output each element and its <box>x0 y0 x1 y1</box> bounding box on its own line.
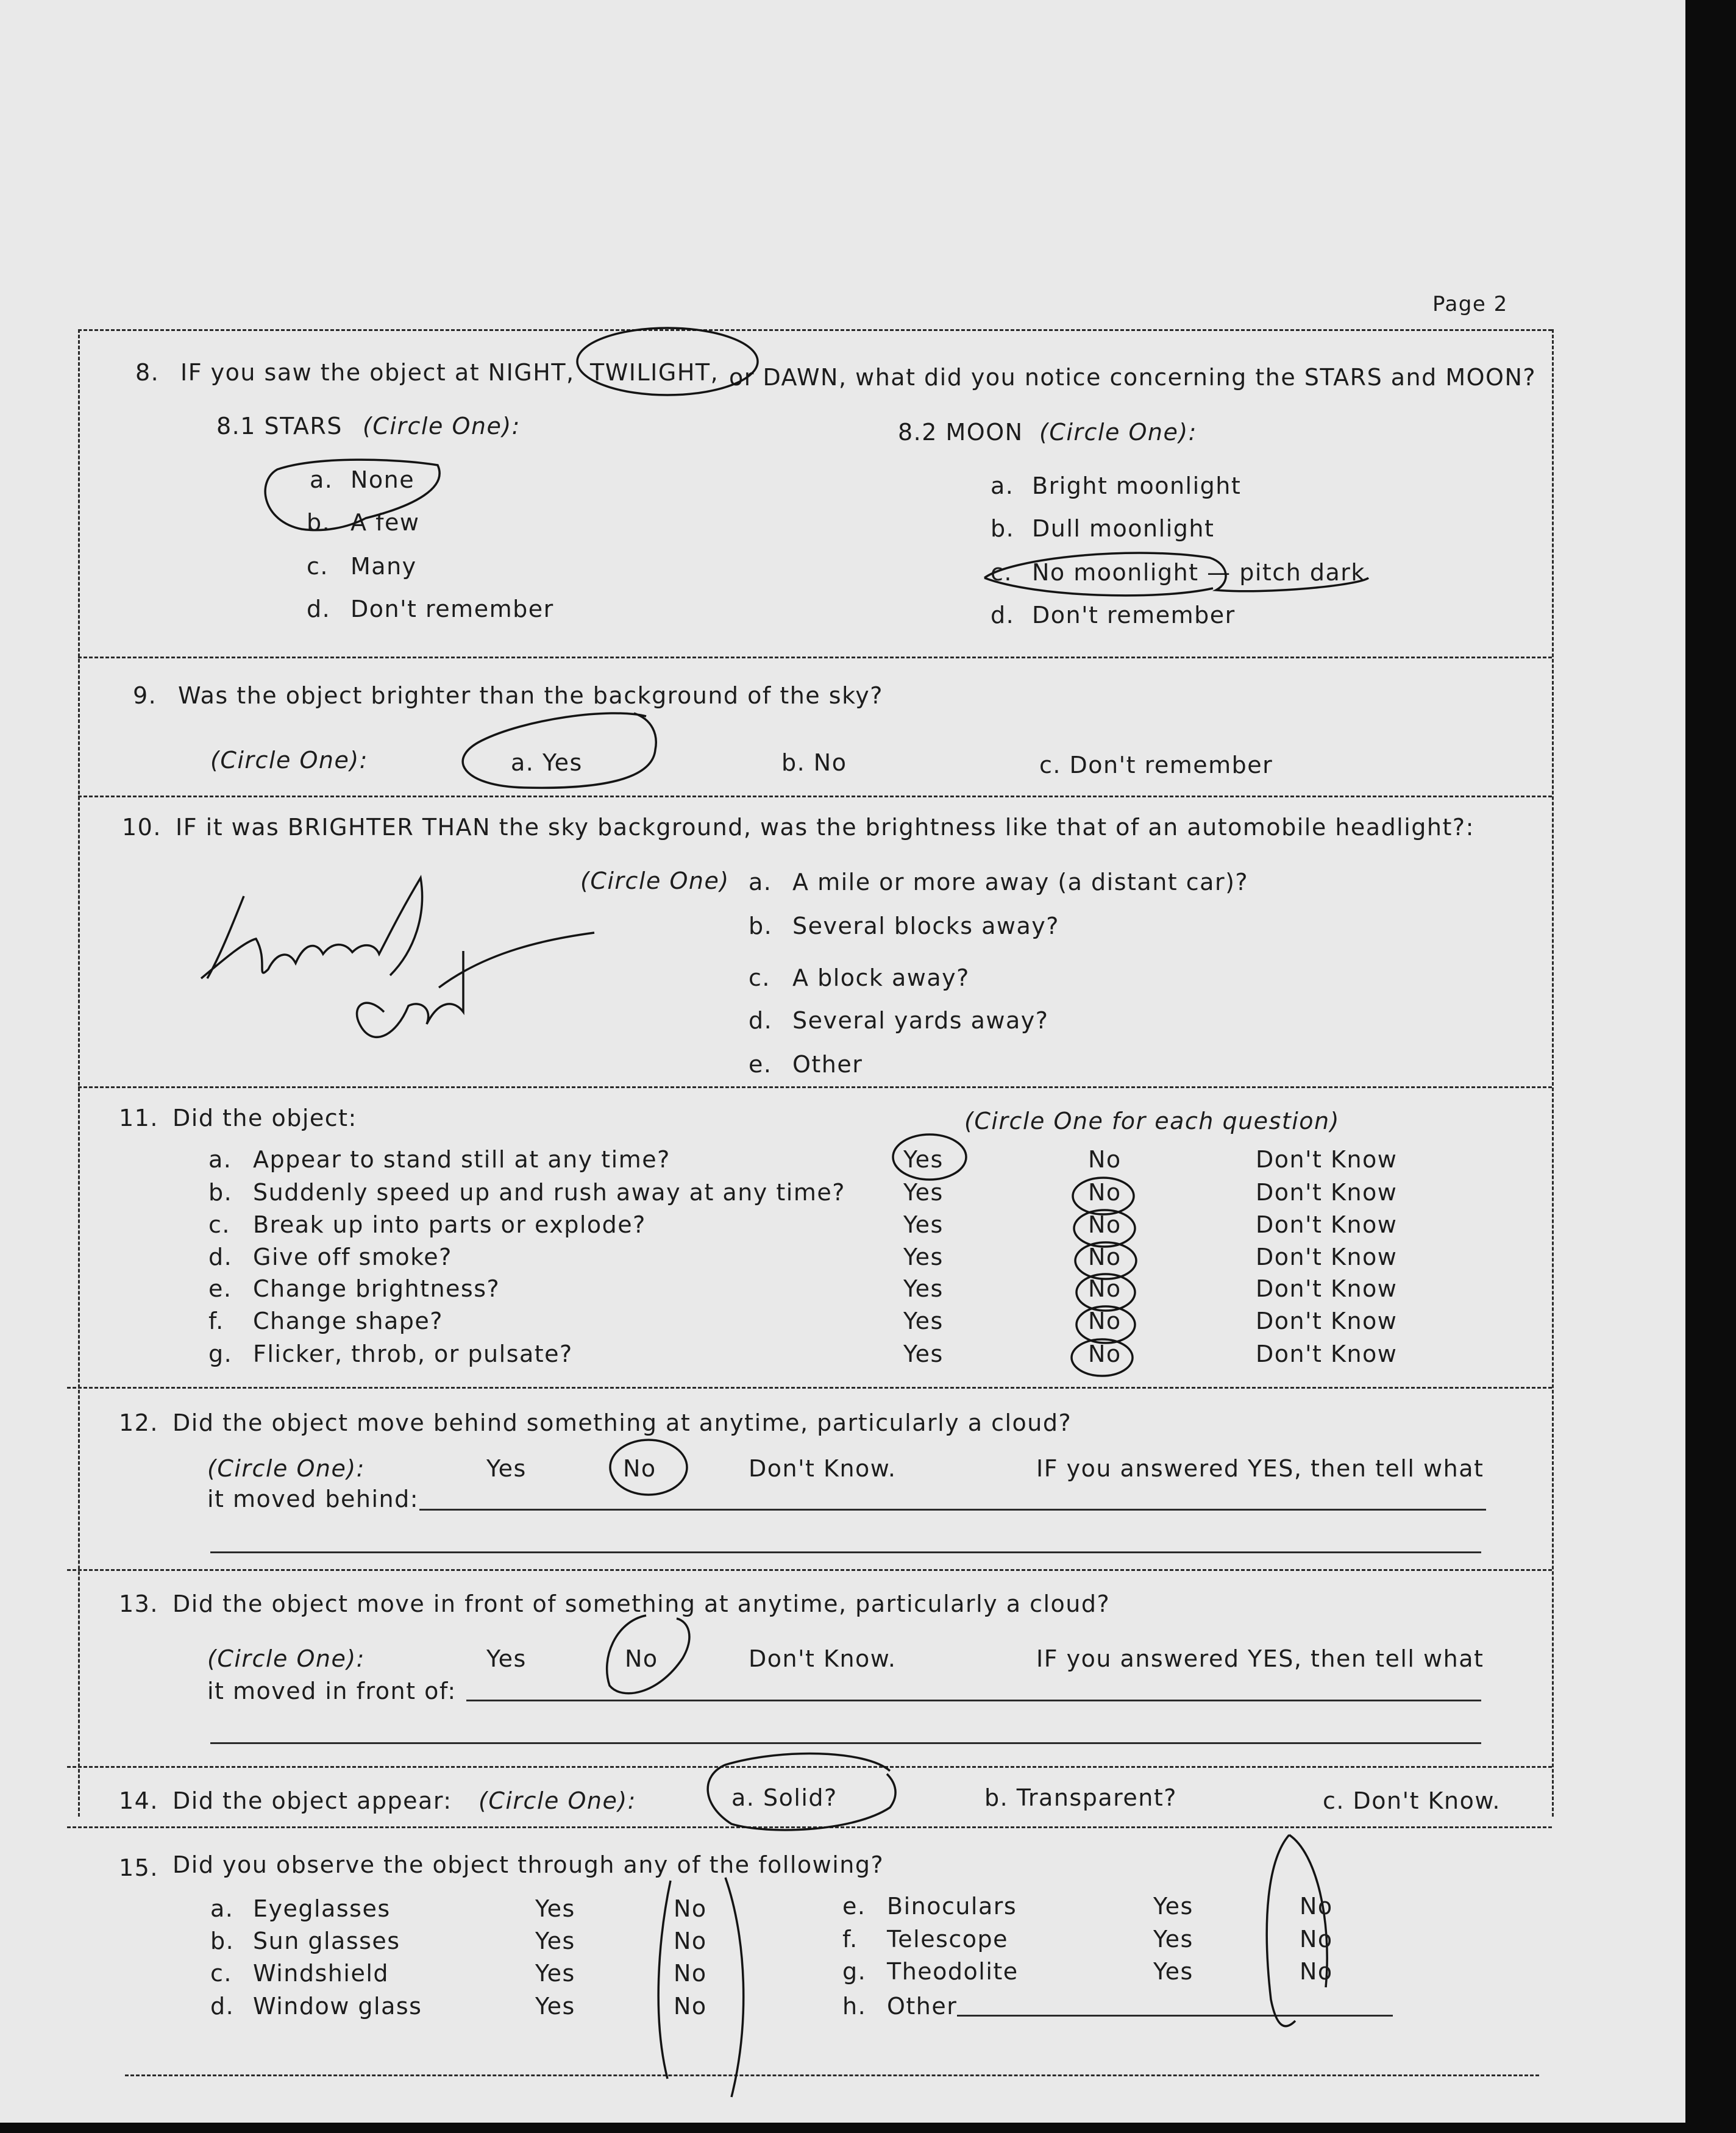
moon-instruction: (Circle One): <box>1039 419 1197 446</box>
stars-instruction: (Circle One): <box>363 413 521 440</box>
q15-right-no: No <box>1300 1958 1333 1985</box>
q15-left-yes: Yes <box>535 1993 575 2020</box>
q8-number: 8. <box>135 359 160 386</box>
q11-row-no: No <box>1088 1341 1122 1367</box>
q10-option-letter: e. <box>749 1051 772 1078</box>
q15-left-label: Windshield <box>253 1960 389 1987</box>
stars-option-letter: d. <box>307 596 331 622</box>
divider-14-15 <box>67 1826 1552 1828</box>
q11-row-dont-know: Don't Know <box>1256 1275 1398 1302</box>
q9-option: b. No <box>781 749 847 776</box>
q8-text-post: or DAWN, what did you notice concerning the STARS and MOON? <box>729 364 1537 391</box>
q15-left-yes: Yes <box>535 1928 575 1954</box>
q15-left-no: No <box>674 1960 707 1987</box>
q11-row-dont-know: Don't Know <box>1256 1211 1398 1238</box>
q11-instruction: (Circle One for each question) <box>964 1108 1340 1134</box>
q13-answer-line-2 <box>210 1742 1481 1744</box>
q11-row-no: No <box>1088 1308 1122 1334</box>
q11-row-dont-know: Don't Know <box>1256 1341 1398 1367</box>
q15-right-letter: h. <box>842 1993 867 2020</box>
q12-number: 12. <box>119 1409 158 1436</box>
q13-instruction: (Circle One): <box>207 1645 365 1672</box>
q11-row-label: Flicker, throb, or pulsate? <box>253 1341 573 1367</box>
q14-option: a. Solid? <box>731 1784 838 1811</box>
q13-dont-know: Don't Know. <box>749 1645 897 1672</box>
q15-right-letter: e. <box>842 1893 866 1920</box>
moon-option-letter: d. <box>991 602 1015 629</box>
q11-row-label: Break up into parts or explode? <box>253 1211 646 1238</box>
moon-heading: 8.2 MOON <box>898 419 1023 446</box>
divider-8-9 <box>78 657 1552 658</box>
q12-followup-line-label: it moved behind: <box>207 1486 419 1512</box>
q11-row-yes: Yes <box>903 1211 944 1238</box>
q15-right-yes: Yes <box>1153 1958 1194 1985</box>
q15-left-letter: a. <box>210 1895 234 1922</box>
q15-left-letter: b. <box>210 1928 235 1954</box>
q13-followup-line-label: it moved in front of: <box>207 1678 457 1704</box>
divider-12-13 <box>67 1569 1552 1571</box>
divider-9-10 <box>78 796 1552 797</box>
q15-right-label: Binoculars <box>887 1893 1017 1920</box>
q8-circled-word: TWILIGHT, <box>590 359 719 386</box>
q15-left-label: Eyeglasses <box>253 1895 391 1922</box>
q11-row-yes: Yes <box>903 1308 944 1334</box>
q15-right-label: Theodolite <box>887 1958 1019 1985</box>
q15-left-no: No <box>674 1993 707 2020</box>
q15-right-letter: g. <box>842 1958 867 1985</box>
box-right-rule <box>1552 329 1554 1817</box>
q11-row-yes: Yes <box>903 1341 944 1367</box>
q15-left-label: Window glass <box>253 1993 422 2020</box>
q10-option-letter: d. <box>749 1007 773 1034</box>
q11-row-dont-know: Don't Know <box>1256 1244 1398 1270</box>
q14-option: b. Transparent? <box>984 1784 1177 1811</box>
q11-text: Did the object: <box>173 1105 357 1131</box>
q11-row-yes: Yes <box>903 1244 944 1270</box>
q15-left-yes: Yes <box>535 1960 575 1987</box>
box-top-rule <box>78 329 1552 331</box>
moon-option-label: Don't remember <box>1032 602 1236 629</box>
divider-10-11 <box>78 1086 1552 1088</box>
q12-text: Did the object move behind something at anytime, particularly a cloud? <box>173 1409 1072 1436</box>
q11-row-label: Appear to stand still at any time? <box>253 1146 671 1173</box>
scan-border-bottom <box>0 2123 1736 2133</box>
q14-option: c. Don't Know. <box>1323 1787 1501 1814</box>
q15-number: 15. <box>119 1854 158 1881</box>
q10-option-letter: b. <box>749 913 773 939</box>
q11-row-letter: g. <box>208 1341 233 1367</box>
page-label: Page 2 <box>1432 292 1508 316</box>
q10-instruction: (Circle One) <box>580 867 730 894</box>
q11-row-label: Suddenly speed up and rush away at any time? <box>253 1179 845 1206</box>
q11-row-dont-know: Don't Know <box>1256 1179 1398 1206</box>
stars-heading: 8.1 STARS <box>216 413 343 440</box>
q10-option-label: Several blocks away? <box>792 913 1059 939</box>
q11-row-no: No <box>1088 1244 1122 1270</box>
stars-option-label: None <box>350 466 415 493</box>
q10-option-label: A block away? <box>792 964 970 991</box>
q13-number: 13. <box>119 1590 158 1617</box>
divider-11-12 <box>67 1387 1552 1389</box>
q11-row-letter: e. <box>208 1275 232 1302</box>
q9-number: 9. <box>133 682 157 709</box>
q11-row-letter: b. <box>208 1179 233 1206</box>
q12-followup: IF you answered YES, then tell what <box>1036 1455 1484 1482</box>
q12-instruction: (Circle One): <box>207 1455 365 1482</box>
q15-left-no: No <box>674 1895 707 1922</box>
q11-row-letter: d. <box>208 1244 233 1270</box>
q11-row-dont-know: Don't Know <box>1256 1308 1398 1334</box>
q15-right-yes: Yes <box>1153 1893 1194 1920</box>
q15-left-letter: d. <box>210 1993 235 2020</box>
q9-option: a. Yes <box>511 749 583 776</box>
stars-option-label: Don't remember <box>350 596 554 622</box>
q15-left-yes: Yes <box>535 1895 575 1922</box>
q13-followup: IF you answered YES, then tell what <box>1036 1645 1484 1672</box>
q9-instruction: (Circle One): <box>210 747 368 774</box>
q11-row-letter: a. <box>208 1146 232 1173</box>
q11-row-letter: c. <box>208 1211 230 1238</box>
q14-number: 14. <box>119 1787 158 1814</box>
divider-13-14 <box>67 1766 1552 1768</box>
q15-right-letter: f. <box>842 1926 858 1953</box>
moon-option-letter: b. <box>991 515 1015 542</box>
q11-row-yes: Yes <box>903 1275 944 1302</box>
q11-row-label: Give off smoke? <box>253 1244 452 1270</box>
q12-dont-know: Don't Know. <box>749 1455 897 1482</box>
stars-option-letter: a. <box>310 466 333 493</box>
q11-row-dont-know: Don't Know <box>1256 1146 1398 1173</box>
q11-row-no: No <box>1088 1146 1122 1173</box>
q8-text-pre: IF you saw the object at NIGHT, <box>180 359 575 386</box>
q15-right-label: Telescope <box>887 1926 1009 1953</box>
q15-right-yes: Yes <box>1153 1926 1194 1953</box>
q15-right-no: No <box>1300 1893 1333 1920</box>
stars-option-label: A few <box>350 509 420 536</box>
q10-option-letter: a. <box>749 869 772 896</box>
moon-option-label: No moonlight — pitch dark <box>1032 559 1365 586</box>
q11-row-label: Change shape? <box>253 1308 443 1334</box>
q13-text: Did the object move in front of something at anytime, particularly a cloud? <box>173 1590 1111 1617</box>
q13-yes: Yes <box>486 1645 527 1672</box>
q15-text: Did you observe the object through any of the following? <box>173 1851 884 1878</box>
q11-row-letter: f. <box>208 1308 224 1334</box>
q10-option-label: A mile or more away (a distant car)? <box>792 869 1249 896</box>
q12-no: No <box>623 1455 656 1482</box>
moon-option-letter: a. <box>991 472 1014 499</box>
moon-option-label: Dull moonlight <box>1032 515 1215 542</box>
q12-answer-line <box>419 1509 1486 1511</box>
q11-row-yes: Yes <box>903 1179 944 1206</box>
q9-text: Was the object brighter than the background of the sky? <box>178 682 883 709</box>
q12-yes: Yes <box>486 1455 527 1482</box>
q11-number: 11. <box>119 1105 158 1131</box>
q10-option-label: Several yards away? <box>792 1007 1049 1034</box>
q11-row-no: No <box>1088 1275 1122 1302</box>
q15-left-no: No <box>674 1928 707 1954</box>
handwritten-silvery-color <box>201 878 594 1037</box>
q13-answer-line <box>466 1700 1481 1701</box>
q11-row-label: Change brightness? <box>253 1275 500 1302</box>
q9-option: c. Don't remember <box>1039 752 1273 778</box>
moon-option-label: Bright moonlight <box>1032 472 1242 499</box>
q15-right-no: No <box>1300 1926 1333 1953</box>
q10-option-label: Other <box>792 1051 863 1078</box>
form-bottom-rule <box>125 2074 1539 2076</box>
q10-number: 10. <box>122 814 162 841</box>
q15-left-letter: c. <box>210 1960 232 1987</box>
q13-no: No <box>625 1645 658 1672</box>
q10-text: IF it was BRIGHTER THAN the sky background, was the brightness like that of an automobile headlight?: <box>176 814 1475 841</box>
q12-answer-line-2 <box>210 1551 1481 1553</box>
q15-other-answer-line <box>957 2015 1393 2017</box>
stars-option-letter: b. <box>307 509 331 536</box>
scan-border-right <box>1685 0 1736 2133</box>
q15-right-label: Other <box>887 1993 958 2020</box>
moon-option-letter: c. <box>991 559 1012 586</box>
box-left-rule <box>78 329 80 1817</box>
stars-option-label: Many <box>350 553 417 580</box>
stars-option-letter: c. <box>307 553 329 580</box>
q11-row-no: No <box>1088 1211 1122 1238</box>
q14-instruction: (Circle One): <box>478 1787 636 1814</box>
q14-text: Did the object appear: <box>173 1787 452 1814</box>
q11-row-yes: Yes <box>903 1146 944 1173</box>
q15-left-label: Sun glasses <box>253 1928 400 1954</box>
q10-option-letter: c. <box>749 964 770 991</box>
q11-row-no: No <box>1088 1179 1122 1206</box>
